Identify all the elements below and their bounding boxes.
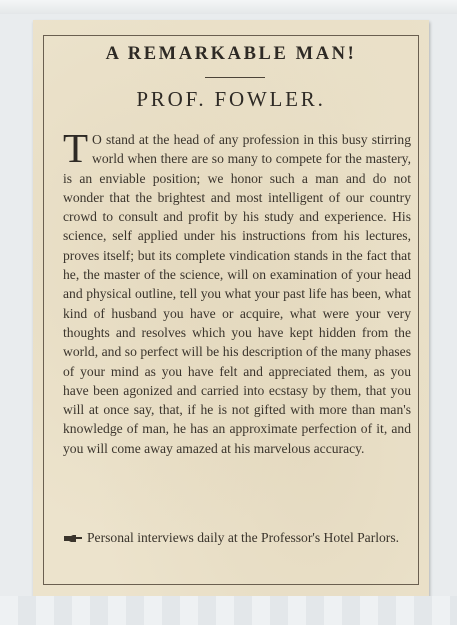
footer-text: Personal interviews daily at the Professor's Hotel Parlors. bbox=[87, 530, 400, 545]
card-subheadline: PROF. FOWLER. bbox=[136, 87, 326, 111]
sleeve-bottom-edge bbox=[0, 596, 457, 625]
card-headline: A REMARKABLE MAN! bbox=[105, 44, 357, 64]
card-body-paragraph bbox=[63, 125, 411, 458]
pointing-hand-icon bbox=[63, 529, 83, 548]
card-body-text: O stand at the head of any profession in this busy stirring world when there are so many to compete for the mastery, is an enviable position; we honor such a man and do not wonder that the brightest and most intelligent of our country crowd to consult and profit by his study and experience. His science, self applied under his instructions from his lectures, proves itself; but its complete vindication stands in the fact that he, the master of the science, will on examination of your head and physical outline, tell you what your past life has been, what kind of husband you have or acquire, what were your very thoughts and resolves which you have kept hidden from the world, and so perfect will be his description of the many phases of your mind as you have felt and appreciated them, as you have been agonized and carried into ecstasy by them, that you will at once say, that, if he is not gifted with more than man's knowledge of man, he has an approximate perfection of it, and you will come away amazed at his marvelous accuracy. bbox=[63, 132, 411, 456]
sleeve-top-edge bbox=[0, 0, 457, 14]
drop-cap-letter: T bbox=[63, 125, 89, 171]
trade-card bbox=[33, 20, 429, 596]
card-footer-note bbox=[63, 528, 411, 549]
headline-divider bbox=[205, 77, 265, 78]
